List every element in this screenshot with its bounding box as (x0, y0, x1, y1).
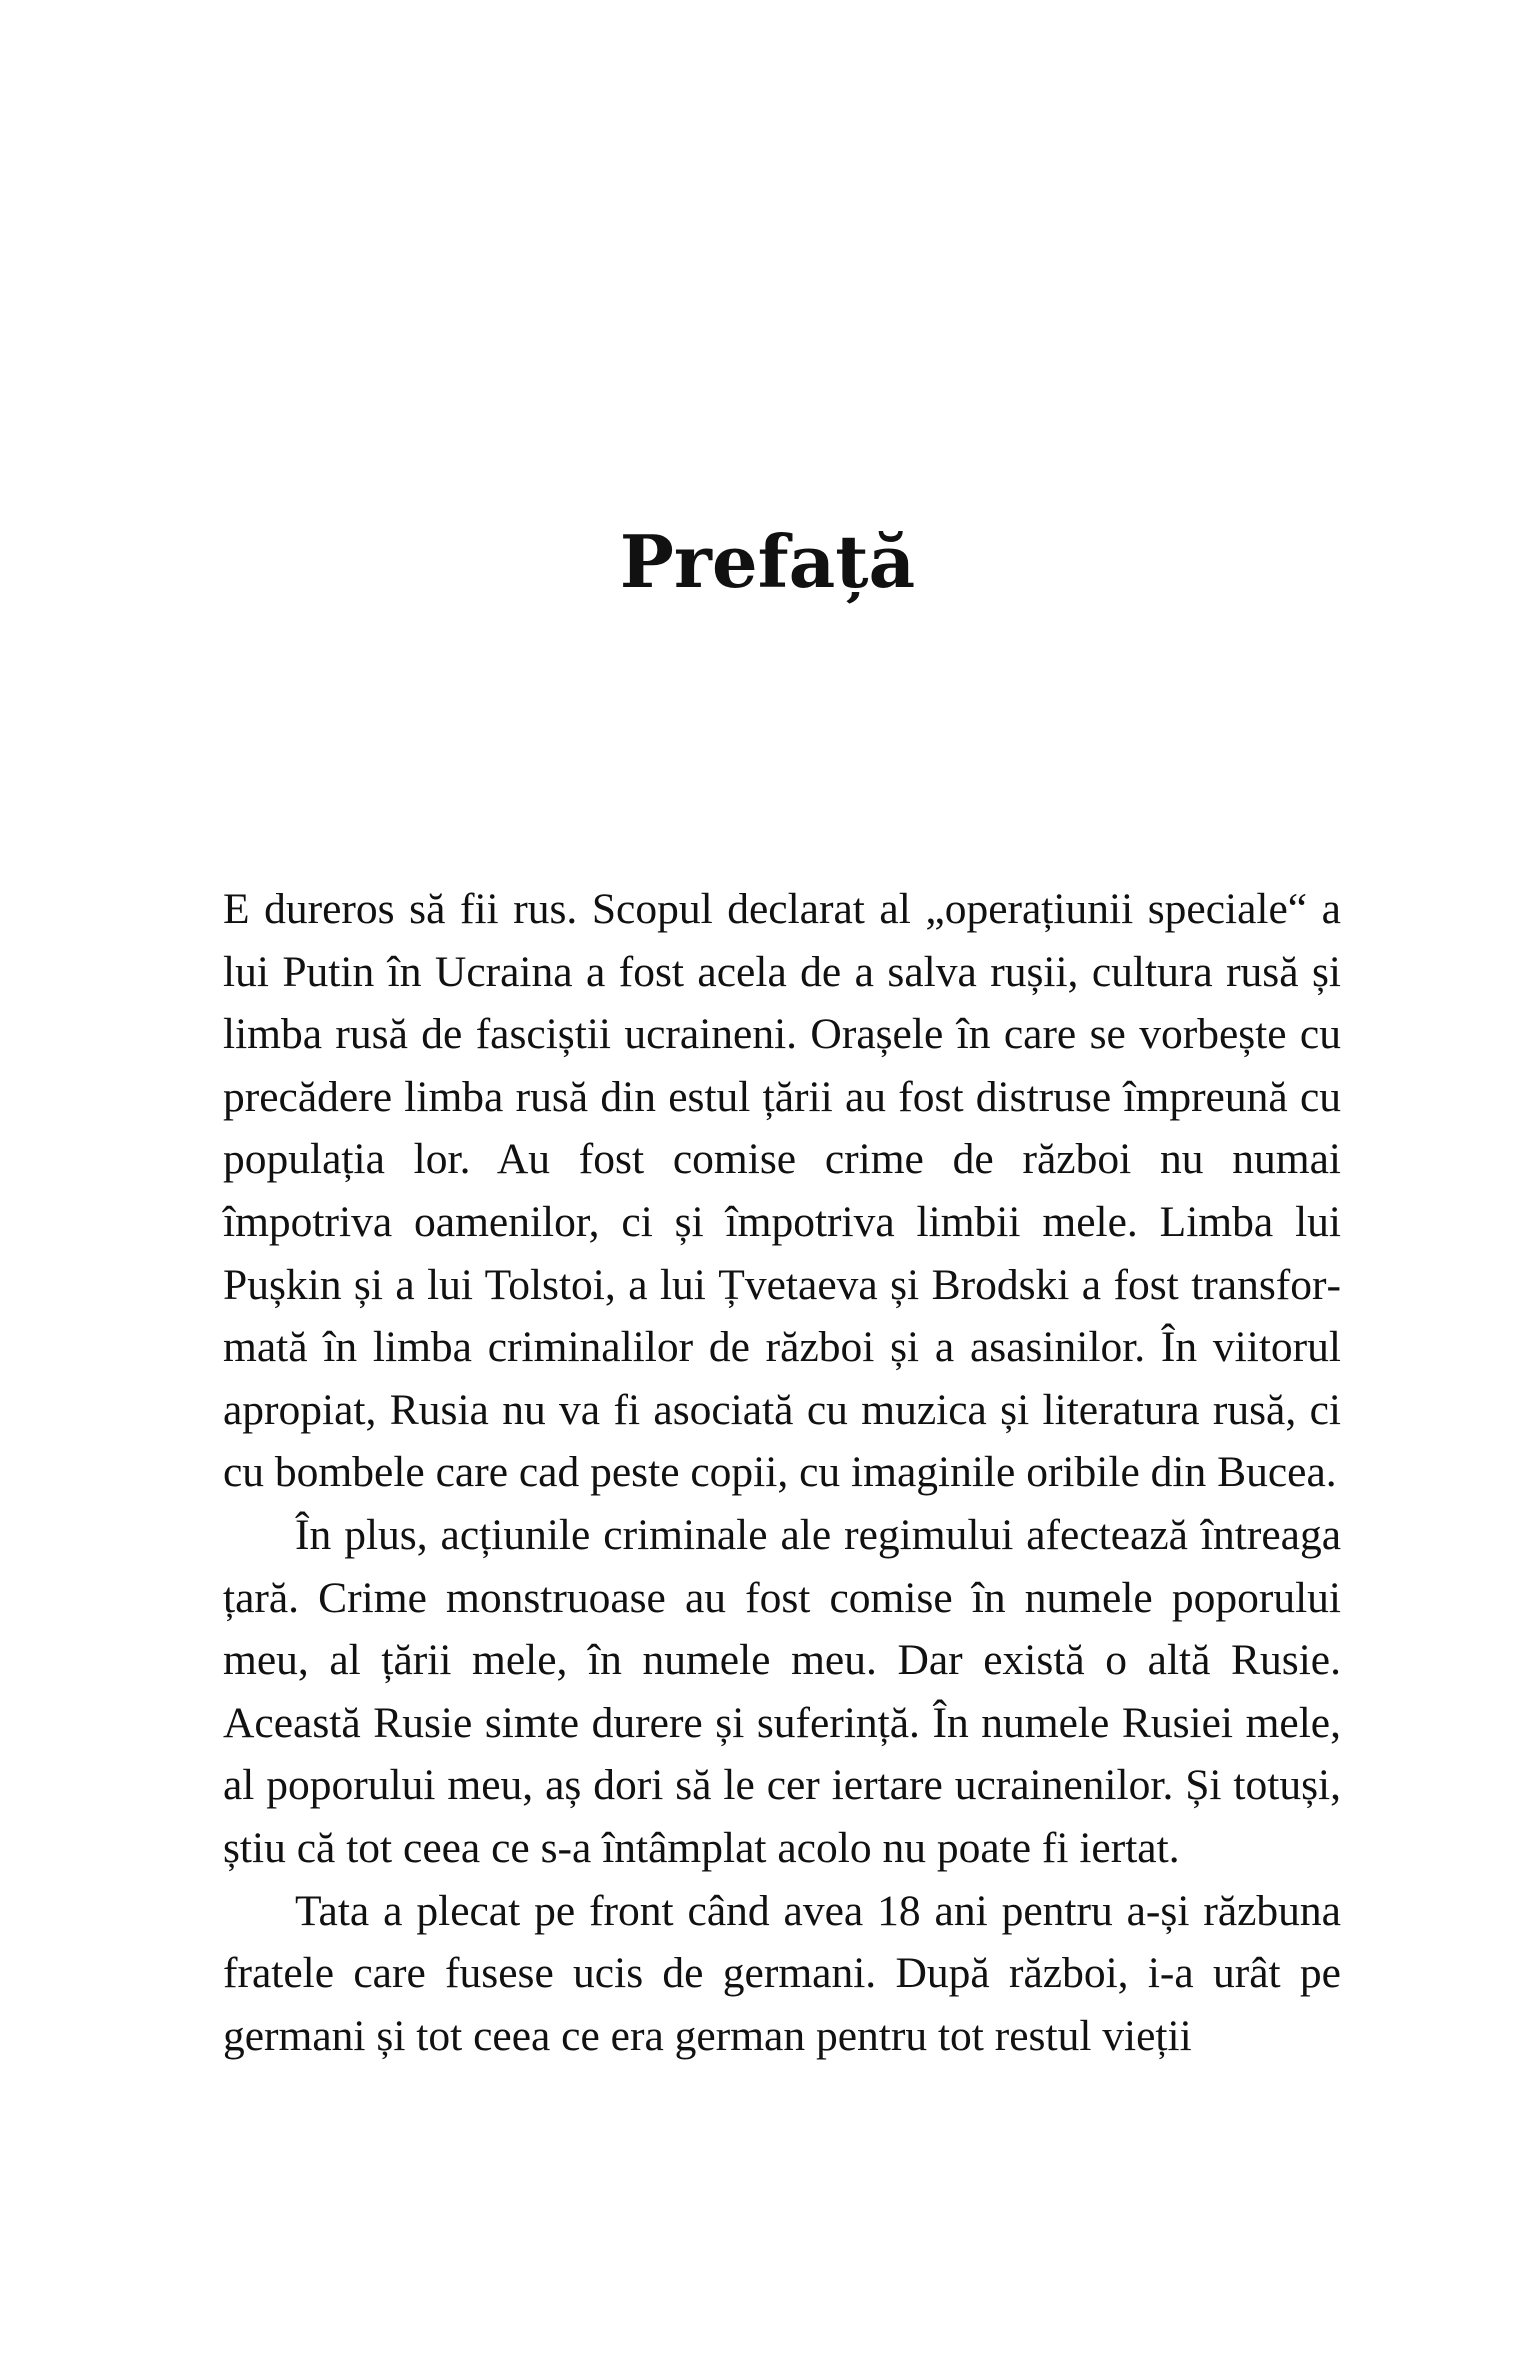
paragraph-1: E dureros să fii rus. Scopul declarat al „operațiunii speciale“ a lui Putin în Ucraina a fost acela de a salva rușii, cultura rusă și limba rusă de fasciștii ucraineni. Orașele în care se vorbește cu precădere limba rusă din estul țării au fost distruse împreună cu populația lor. Au fost comise crime de război nu numai împotriva oamenilor, ci și împotriva limbii mele. Limba lui Pușkin și a lui Tolstoi, a lui Țvetaeva și Brodski a fost transformată în limba criminalilor de război și a asasinilor. În viitorul apropiat, Rusia nu va fi asociată cu muzica și literatura rusă, ci cu bombele care cad peste copii, cu imaginile oribile din Bucea. (223, 885, 1341, 1497)
paragraph-2: În plus, acțiunile criminale ale regimului afectează întreaga țară. Crime monstruoase au fost comise în numele poporului meu, al țării mele, în numele meu. Dar există o altă Rusie. Această Rusie simte durere și suferință. În numele Rusiei mele, al poporului meu, aș dori să le cer iertare ucrainenilor. Și totuși, știu că tot ceea ce s-a întâmplat acolo nu poate fi iertat. (223, 1510, 1341, 1872)
body-text (223, 878, 1341, 2067)
paragraph-3: Tata a plecat pe front când avea 18 ani pentru a-și răzbuna fratele care fusese ucis de germani. După război, i-a urât pe germani și tot ceea ce era german pentru tot restul vieții (223, 1886, 1341, 2060)
chapter-title: Prefață (619, 519, 916, 604)
